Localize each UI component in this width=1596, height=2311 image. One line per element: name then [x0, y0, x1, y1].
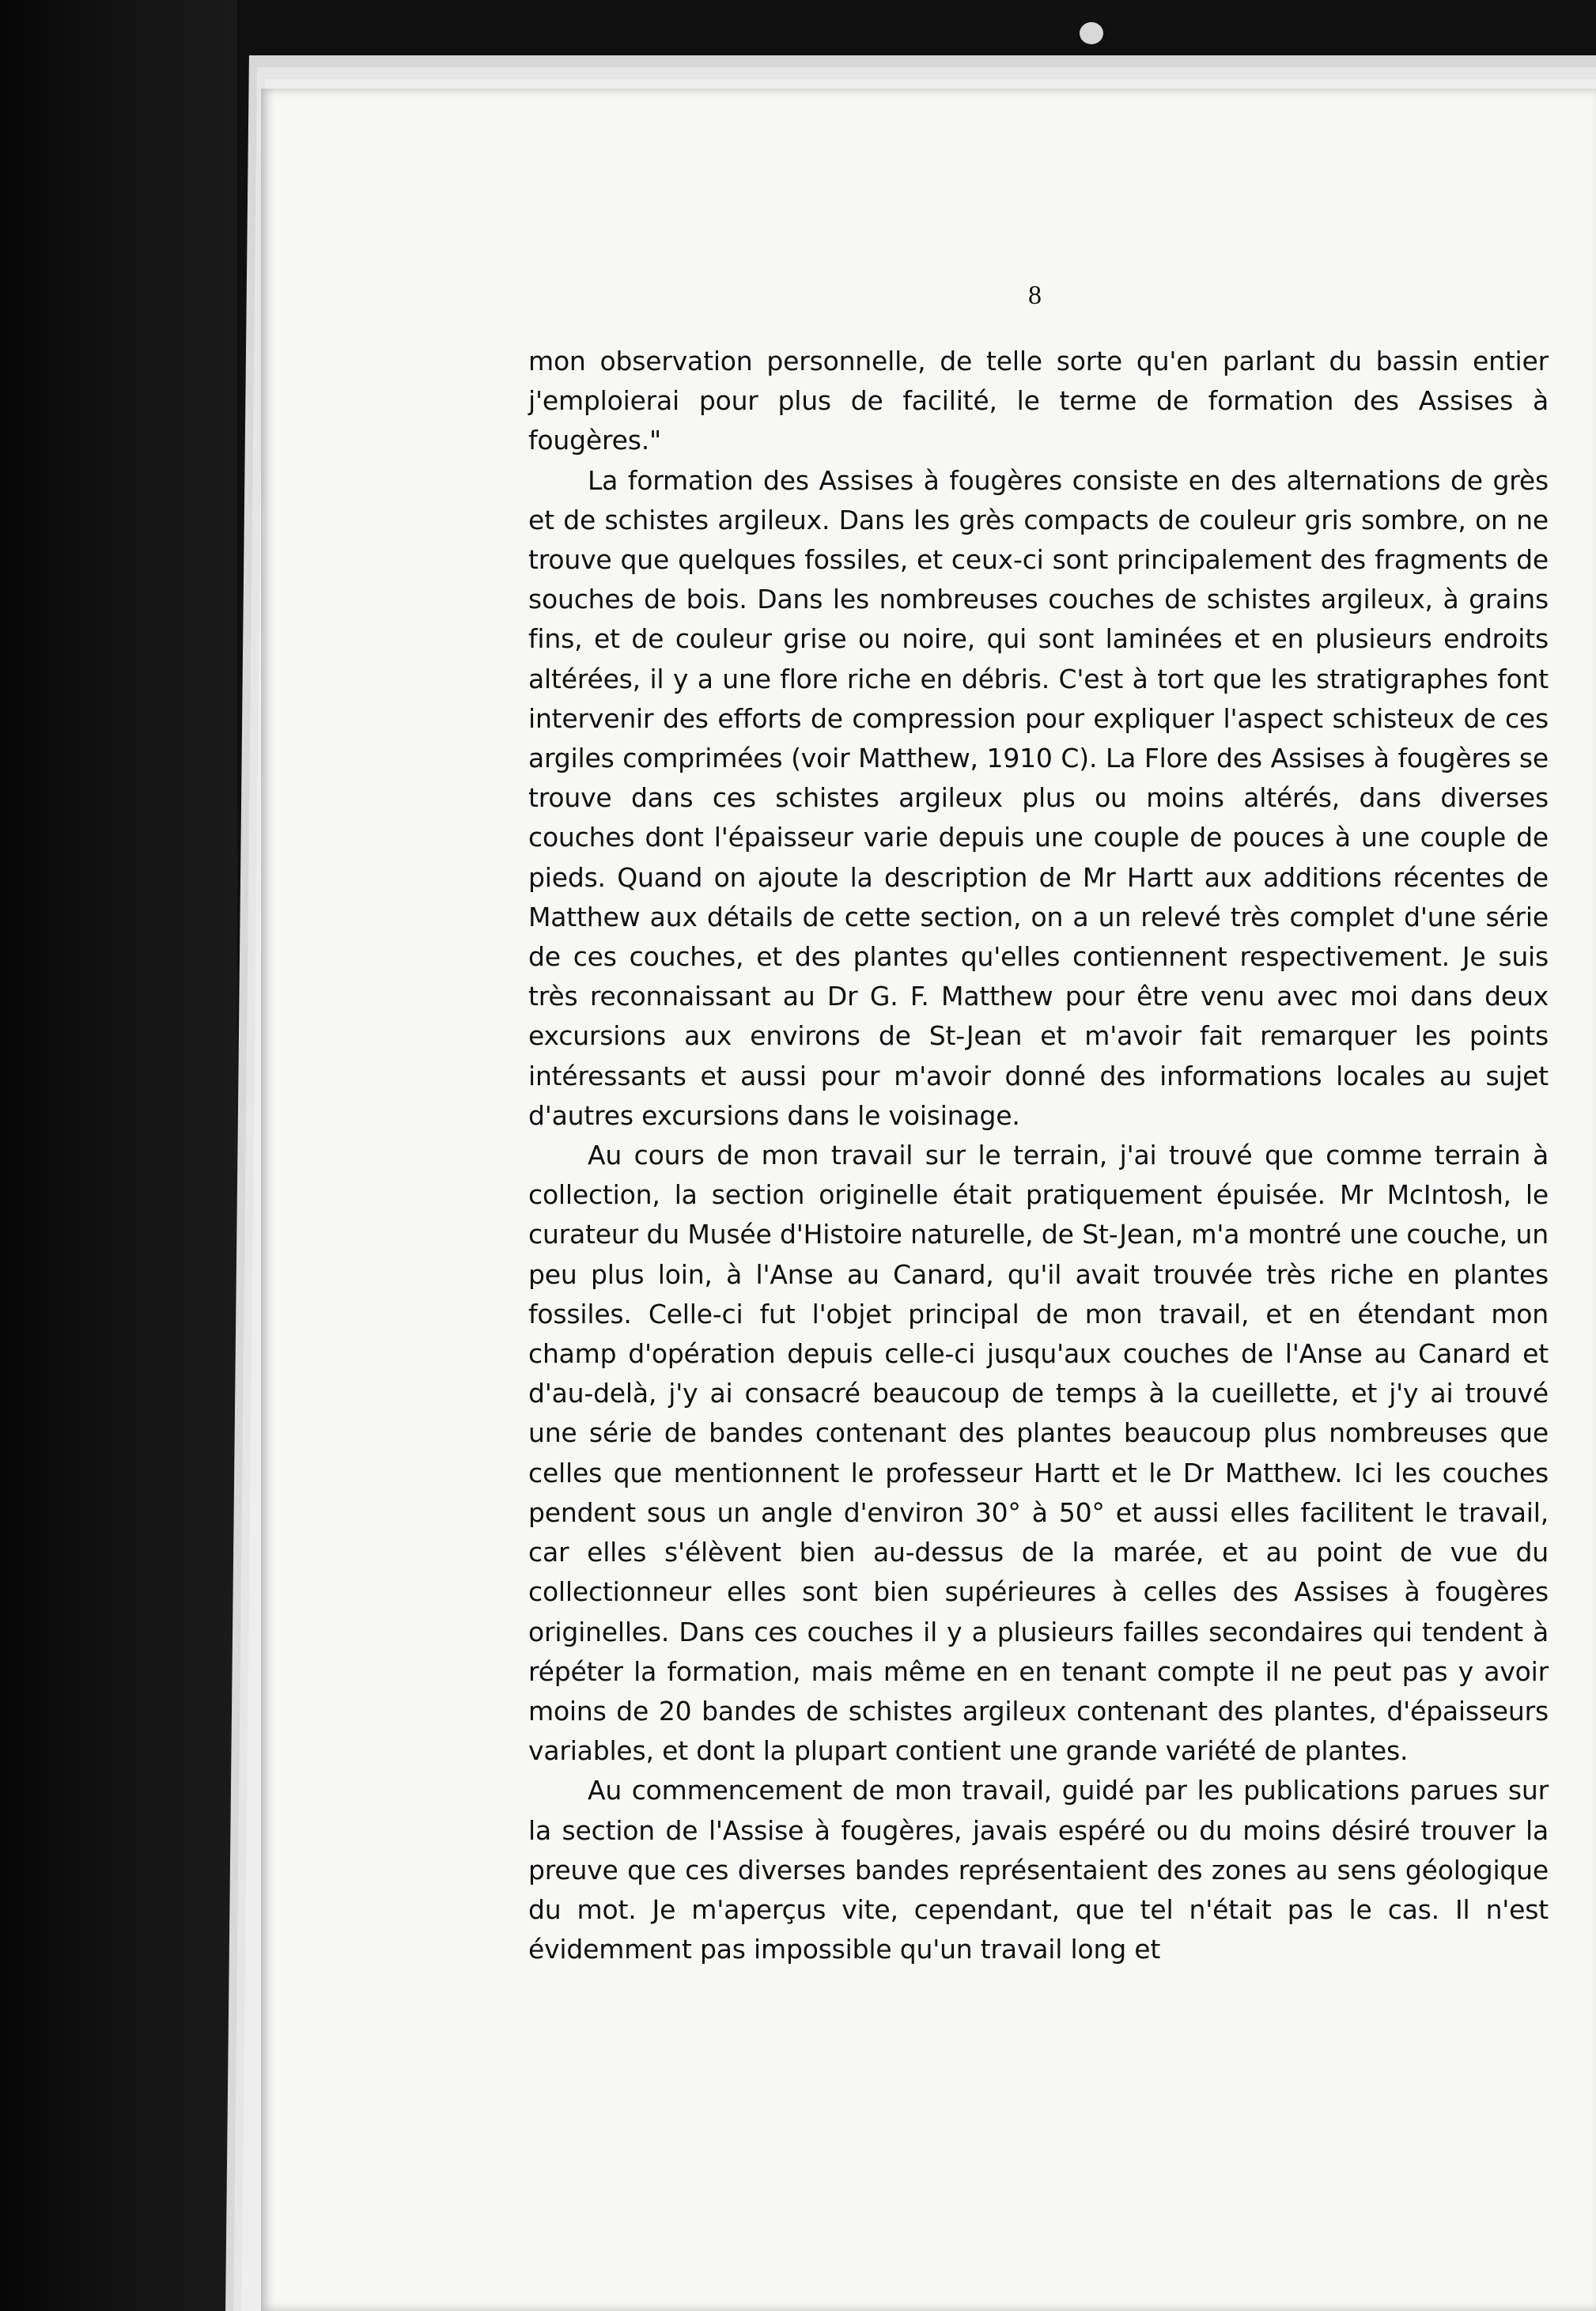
paragraph: mon observation personnelle, de telle sorte qu'en parlant du bassin entier j'emploierai pour plus de facilité, le terme de formation des Assises à fougères."	[528, 346, 1549, 456]
paragraph: La formation des Assises à fougères consiste en des alternations de grès et de schistes argileux. Dans les grès compacts de couleur gris sombre, on ne trouve que quelques fossiles, et ceux-ci sont principalement des fragments de souches de bois. Dans les nombreuses couches de schistes argileux, à grains fins, et de couleur grise ou noire, qui sont laminées et en plusieurs endroits altérées, il y a une flore riche en débris. C'est à tort que les stratigraphes font intervenir des efforts de compression pour expliquer l'aspect schisteux de ces argiles comprimées (voir Matthew, 1910 C). La Flore des Assises à fougères se trouve dans ces schistes argileux plus ou moins altérés, dans diverses couches dont l'épaisseur varie depuis une couple de pouces à une couple de pieds. Quand on ajoute la description de Mr Hartt aux additions récentes de Matthew aux détails de cette section, on a un relevé très complet d'une série de ces couches, et des plantes qu'elles contiennent respectivement. Je suis très reconnaissant au Dr G. F. Matthew pour être venu avec moi dans deux excursions aux environs de St-Jean et m'avoir fait remarquer les points intéressants et aussi pour m'avoir donné des informations locales au sujet d'autres excursions dans le voisinage.	[528, 464, 1549, 1131]
paragraph: Au cours de mon travail sur le terrain, j'ai trouvé que comme terrain à collection, la section originelle était pratiquement épuisée. Mr McIntosh, le curateur du Musée d'Histoire naturelle, de St-Jean, m'a montré une couche, un peu plus loin, à l'Anse au Canard, qu'il avait trouvée très riche en plantes fossiles. Celle-ci fut l'objet principal de mon travail, et en étendant mon champ d'opération depuis celle-ci jusqu'aux couches de l'Anse au Canard et d'au-delà, j'y ai consacré beaucoup de temps à la cueillette, et j'y ai trouvé une série de bandes contenant des plantes beaucoup plus nombreuses que celles que mentionnent le professeur Hartt et le Dr Matthew. Ici les couches pendent sous un angle d'environ 30° à 50° et aussi elles facilitent le travail, car elles s'élèvent bien au-dessus de la marée, et au point de vue du collectionneur elles sont bien supérieures à celles des Assises à fougères originelles. Dans ces couches il y a plusieurs failles secondaires qui tendent à répéter la formation, mais même en en tenant compte il ne peut pas y avoir moins de 20 bandes de schistes argileux contenant des plantes, d'épaisseurs variables, et dont la plupart contient une grande variété de plantes.	[528, 1140, 1549, 1767]
paragraph: Au commencement de mon travail, guidé par les publications parues sur la section de l'Assise à fougères, javais espéré ou du moins désiré trouver la preuve que ces diverses bandes représentaient des zones au sens géologique du mot. Je m'aperçus vite, cependant, que tel n'était pas le cas. Il n'est évidemment pas impossible qu'un travail long et	[528, 1775, 1549, 1965]
page-number: 8	[1028, 281, 1042, 310]
body-text	[528, 342, 1549, 1969]
film-speck	[1080, 22, 1103, 44]
film-margin	[0, 0, 237, 2311]
